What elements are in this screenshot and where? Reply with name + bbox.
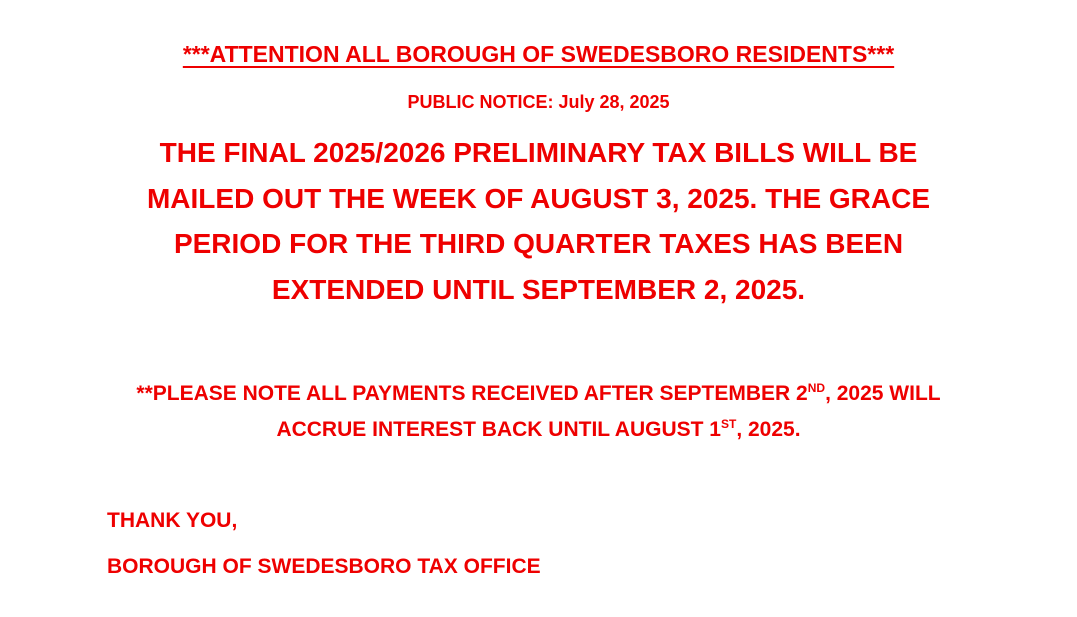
august-ordinal-suffix: ST — [720, 417, 737, 431]
closing-thank-you: THANK YOU, — [107, 509, 238, 532]
public-notice-date: PUBLIC NOTICE: July 28, 2025 — [407, 92, 670, 112]
payment-note-text-part-3: , 2025. — [736, 418, 801, 441]
interest-payment-note — [100, 376, 977, 448]
payment-note-text-part-1: **PLEASE NOTE ALL PAYMENTS RECEIVED AFTER SEPTEMBER 2 — [136, 382, 808, 405]
tax-bill-announcement: THE FINAL 2025/2026 PRELIMINARY TAX BILLS WILL BE MAILED OUT THE WEEK OF AUGUST 3, 2025. THE GRACE PERIOD FOR THE THIRD QUARTER TAXES HAS BEEN EXTENDED UNTIL SEPTEMBER 2, 2025. — [146, 137, 931, 305]
tax-office-signature: BOROUGH OF SWEDESBORO TAX OFFICE — [107, 555, 541, 578]
attention-heading: ***ATTENTION ALL BOROUGH OF SWEDESBORO RESIDENTS*** — [182, 41, 895, 67]
payment-note-text-part-2: , 2025 WILL ACCRUE INTEREST BACK UNTIL AUGUST 1 — [276, 382, 941, 441]
september-ordinal-suffix: ND — [807, 381, 826, 395]
